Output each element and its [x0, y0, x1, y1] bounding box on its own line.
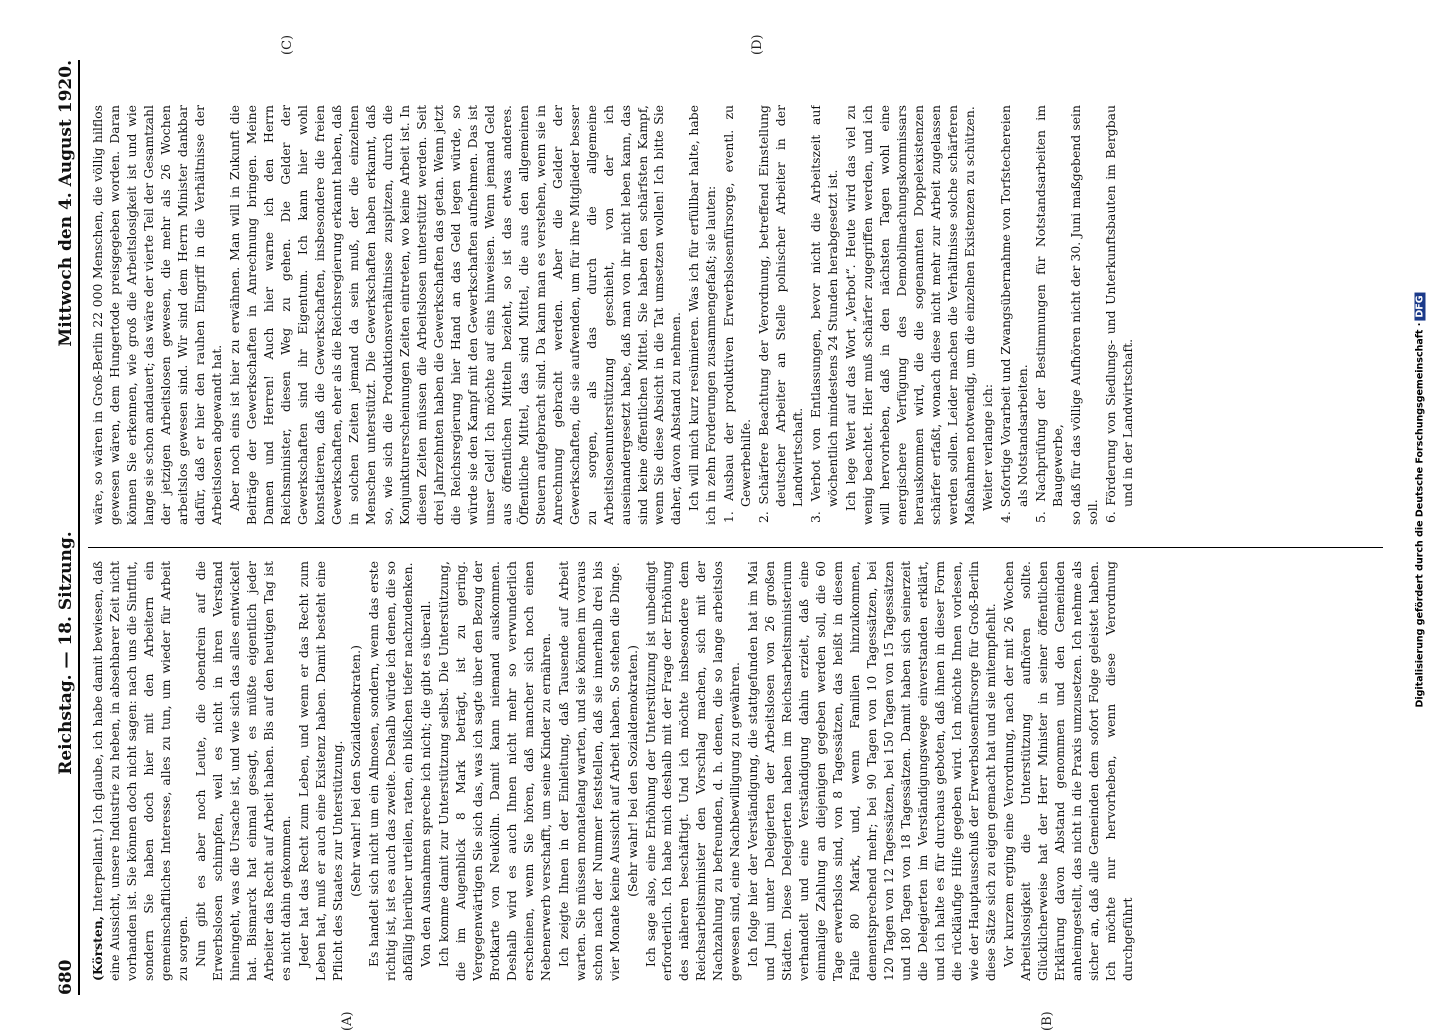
- list-item: 4. Sofortige Vorarbeit und Zwangsübernahme von Torfstechereien als Notstandsarbeiten.: [998, 105, 1031, 523]
- paragraph: wäre, so wären in Groß-Berlin 22 000 Menschen, die völlig hilflos gewesen wären, dem Hungertode preisgegeben worden. Daran können Sie erkennen, wie groß die Arbeitslosigkeit ist und wie lange sie schon andauert; das wäre der vierte Teil der Gesamtzahl der jetzigen Arbeitslosen gewesen, die mehr als 26 Wochen arbeitslos gewesen sind. Wir sind dem Herrn Minister dankbar dafür, daß er hier den rauhen Eingriff in die Verhältnisse der Arbeitslosen abgewandt hat.: [90, 105, 224, 525]
- header-date: Mittwoch den 4. August 1920.: [56, 60, 76, 347]
- paragraph: so daß für das völlige Aufhören nicht der 30. Juni maßgebend sein soll.: [1068, 105, 1101, 525]
- list-item: 5. Nachprüfung der Bestimmungen für Notstandsarbeiten im Baugewerbe,: [1033, 105, 1066, 523]
- right-column: [90, 105, 1390, 525]
- margin-marker-c: (C): [280, 34, 295, 55]
- list-item: 2. Schärfere Beachtung der Verordnung, betreffend Einstellung deutscher Arbeiter an Stelle polnischer Arbeiter in der Landwirtschaft.: [756, 105, 806, 523]
- margin-marker-b: (B): [1040, 1011, 1055, 1031]
- page-header: [50, 60, 80, 995]
- digitization-credit: [1415, 292, 1426, 707]
- paragraph: Ich folge hier der Verständigung, die stattgefunden hat im Mai und Juni unter Delegierten der Arbeitslosen von 26 großen Städten. Diese Delegierten haben im Reichsarbeitsministerium verhandelt und eine Verständigung dahin erzielt, daß eine einmalige Zahlung an diejenigen gegeben werden soll, die 60 Tage erwerbslos sind, von 8 Tagessätzen, das heißt in diesem Falle 80 Mark, und, wenn Familien hinzukommen, dementsprechend mehr; bei 90 Tagen von 10 Tagessätzen, bei 120 Tagen von 12 Tagessätzen, bei 150 Tagen von 15 Tagessätzen und 180 Tagen von 18 Tagessätzen. Damit haben sich seinerzeit die Delegierten im Verständigungswege einverstanden erklärt, und ich halte es für durchaus geboten, daß ihnen in dieser Form die rückläufige Hilfe gegeben wird. Ich möchte Ihnen vorlesen, wie der Hauptausschuß der Erwerbslosenfürsorge für Groß-Berlin diese Sätze sich zu eigen gemacht hat und sie mitempfiehlt.: [745, 561, 999, 981]
- margin-marker-a: (A): [340, 1011, 355, 1031]
- paragraph: Jeder hat das Recht zum Leben, und wenn er das Recht zum Leben hat, muß er auch eine Existenz haben. Damit besteht eine Pflicht des Staates zur Unterstützung.: [295, 561, 345, 981]
- list-item: 1. Ausbau der produktiven Erwerbslosenfürsorge, eventl. zu Gewerbehilfe.: [721, 105, 754, 523]
- paragraph: [90, 561, 192, 981]
- header-session: Reichstag. — 18. Sitzung.: [56, 531, 76, 775]
- paragraph: Vor kurzem erging eine Verordnung, nach der mit 26 Wochen Arbeitslosigkeit die Unterstützung aufhören sollte. Glücklicherweise hat der Herr Minister in seiner öffentlichen Erklärung davon Abstand genommen und den Gemeinden anheimgestellt, das nicht in die Praxis umzusetzen. Ich nehme als sicher an, daß alle Gemeinden dem sofort Folge geleistet haben. Ich möchte nur hervorheben, wenn diese Verordnung durchgeführt: [1001, 561, 1136, 981]
- margin-marker-d: (D): [750, 34, 765, 55]
- paragraph: Ich lege Wert auf das Wort „Verbot“. Heute wird das viel zu wenig beachtet. Hier muß schärfer zugegriffen werden, und ich will hervorheben, daß in den nächsten Tagen wohl eine energischere Verfügung des Demobilmachungskommissars herauskommen wird, die die sogenannten Doppelexistenzen schärfer erfaßt, wonach diese nicht mehr zur Arbeit zugelassen werden sollen. Leider machen die Verhältnisse solche schärferen Maßnahmen notwendig, um die einzelnen Existenzen zu schützen.: [843, 105, 978, 525]
- interjection: (Sehr wahr! bei den Sozialdemokraten.): [624, 645, 640, 897]
- paragraph: Ich will mich kurz resümieren. Was ich für erfüllbar halte, habe ich in zehn Forderungen zusammengefaßt; sie lauten:: [686, 105, 719, 525]
- paragraph: Von den Ausnahmen spreche ich nicht; die gibt es überall.: [417, 600, 433, 967]
- paragraph: Ich zeigte Ihnen in der Einleitung, daß Tausende auf Arbeit warten. Sie müssen monatelang warten, und sie können im voraus schon nach der Nummer feststellen, daß sie innerhalb drei bis vier Monate keine Aussicht auf Arbeit haben. So stehen die Dinge.: [555, 561, 622, 981]
- left-column: [90, 561, 1390, 981]
- list-item: 6. Förderung von Siedlungs- und Unterkunftsbauten im Bergbau und in der Landwirtschaft.: [1103, 105, 1136, 523]
- scanned-page: [50, 34, 1395, 1031]
- paragraph: Ich komme damit zur Unterstützung selbst. Die Unterstützung, die im Augenblick 8 Mark beträgt, ist zu gering. Vergegenwärtigen Sie sich das, was ich sagte über den Bezug der Brotkarte von Neukölln. Damit kann niemand auskommen. Deshalb wird es auch Ihnen nicht mehr so verwunderlich erscheinen, wenn Sie hören, daß mancher sich noch einen Nebenerwerb verschafft, um seine Kinder zu ernähren.: [435, 561, 553, 981]
- paragraph: Nun gibt es aber noch Leute, die obendrein auf die Erwerbslosen schimpfen, weil es nicht in ihren Verstand hineingeht, was die Ursache ist, und wie sich das alles entwickelt hat. Bismarck hat einmal gesagt, es müßte eigentlich jeder Arbeiter das Recht auf Arbeit haben. Bis auf den heutigen Tag ist es nicht dahin gekommen.: [192, 561, 293, 981]
- interjection: (Sehr wahr! bei den Sozialdemokraten.): [347, 645, 363, 897]
- paragraph-text: Interpellant.) Ich glaube, ich habe damit bewiesen, daß eine Aussicht, unsere Industrie zu heben, in absehbarer Zeit nicht vorhanden ist. Sie können doch nicht sagen: nach uns die Sintflut, sondern Sie haben doch hier mit den Arbeitern ein gemeinschaftliches Interesse, alles zu tun, um wieder für Arbeit zu sorgen.: [90, 561, 190, 981]
- paragraph: Es handelt sich nicht um ein Almosen, sondern, wenn das erste richtig ist, ist es auch das zweite. Deshalb würde ich denen, die so abfällig hierüber urteilen, raten, ein bißchen tiefer nachzudenken.: [365, 561, 415, 981]
- dfg-logo: DFG: [1415, 292, 1426, 320]
- list-item: 3. Verbot von Entlassungen, bevor nicht die Arbeitszeit auf wöchentlich mindestens 24 Stunden herabgesetzt ist.: [808, 105, 841, 523]
- paragraph: Ich sage also, eine Erhöhung der Unterstützung ist unbedingt erforderlich. Ich habe mich deshalb mit der Frage der Erhöhung des näheren beschäftigt. Und ich möchte insbesondere dem Reichsarbeitsminister den Vorschlag machen, sich mit der Nachzahlung zu befreunden, d. h. denen, die so lange arbeitslos gewesen sind, eine Nachbewilligung zu gewähren.: [642, 561, 743, 981]
- paragraph: Aber noch eins ist hier zu erwähnen. Man will in Zukunft die Beiträge der Gewerkschaften in Anrechnung bringen. Meine Damen und Herren! Auch hier warne ich den Herrn Reichsminister, diesen Weg zu gehen. Die Gelder der Gewerkschaften sind ihr Eigentum. Ich kann hier wohl konstatieren, daß die Gewerkschaften, insbesondere die freien Gewerkschaften, eher als die Reichsregierung erkannt haben, daß in solchen Zeiten jemand da sein muß, der die einzelnen Menschen unterstützt. Die Gewerkschaften haben erkannt, daß so, wie sich die Produktionsverhältnisse zuspitzen, durch die Konjunkturerscheinungen Zeiten eintreten, wo keine Arbeit ist. In diesen Zeiten müssen die Arbeitslosen unterstützt werden. Seit drei Jahrzehnten haben die Gewerkschaften das getan. Wenn jetzt die Reichsregierung hier Hand an das Geld legen würde, so würde sie den Kampf mit den Gewerkschaften aufnehmen. Das ist unser Geld! Ich möchte auf eins hinweisen. Wenn jemand Geld aus öffentlichen Mitteln bezieht, so ist das etwas anderes. Öffentliche Mittel, das sind Mittel, die aus den allgemeinen Steuern aufgebracht sind. Da kann man es verstehen, wenn sie in Anrechnung gebracht werden. Aber die Gelder der Gewerkschaften, die sie aufwenden, um für ihre Mitglieder besser zu sorgen, als das durch die allgemeine Arbeitslosenunterstützung geschieht, von der ich auseinandergesetzt habe, daß man von ihr nicht leben kann, das sind keine öffentlichen Mittel. Sie haben den schärfsten Kampf, wenn Sie diese Absicht in die Tat umsetzen wollen! Ich bitte Sie daher, davon Abstand zu nehmen.: [226, 105, 684, 525]
- page-number: 680: [56, 959, 76, 995]
- column-divider: [88, 547, 1383, 548]
- credit-text: Digitalisierung gefördert durch die Deutsche Forschungsgemeinschaft ·: [1414, 322, 1426, 708]
- paragraph: Weiter verlange ich:: [980, 383, 996, 511]
- speaker-name: (Körsten,: [90, 915, 105, 981]
